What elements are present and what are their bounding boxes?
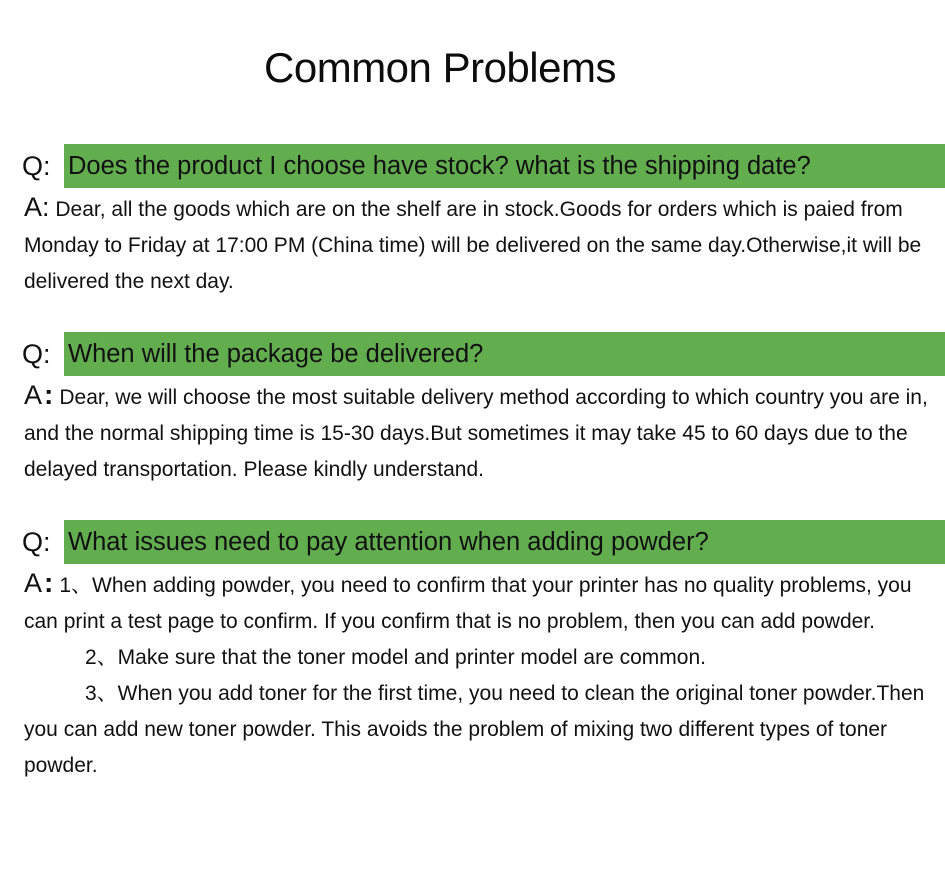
question-text: Does the product I choose have stock? what is the shipping date? xyxy=(68,151,811,180)
answer-point-2: 2、Make sure that the toner model and printer model are common. xyxy=(85,646,706,669)
page-title: Common Problems xyxy=(264,44,616,91)
faq-answer-3 xyxy=(24,565,939,784)
faq-answer-1 xyxy=(24,189,939,300)
answer-point-3 xyxy=(24,676,939,784)
faq-question-2 xyxy=(22,332,945,376)
answer-text: Dear, we will choose the most suitable delivery method according to which country you are in, and the normal shipping time is 15-30 days.But sometimes it may take 45 to 60 days due to the delayed transportation. Please kindly understand. xyxy=(24,386,928,481)
answer-prefix: A xyxy=(24,380,43,410)
answer-colon: : xyxy=(44,567,54,598)
question-text: What issues need to pay attention when adding powder? xyxy=(68,527,709,556)
answer-colon: : xyxy=(44,379,54,410)
question-text: When will the package be delivered? xyxy=(68,339,484,368)
faq-question-1 xyxy=(22,144,945,188)
question-prefix: Q: xyxy=(22,526,51,557)
answer-prefix: A: xyxy=(24,192,50,222)
question-prefix: Q: xyxy=(22,338,51,369)
answer-prefix: A xyxy=(24,568,43,598)
question-prefix: Q: xyxy=(22,150,51,181)
faq-answer-2 xyxy=(24,377,939,488)
faq-question-3 xyxy=(22,520,945,564)
answer-point-3-text: 3、When you add toner for the first time, you need to clean the original toner powder.Then you can add new toner powder. This avoids the problem of mixing two different types of toner powder. xyxy=(24,682,925,777)
answer-text: Dear, all the goods which are on the shelf are in stock.Goods for orders which is paied from Monday to Friday at 17:00 PM (China time) will be delivered on the same day.Otherwise,it will be delivered the next day. xyxy=(24,198,922,293)
answer-point-1: 1、When adding powder, you need to confirm that your printer has no quality problems, you can print a test page to confirm. If you confirm that is no problem, then you can add powder. xyxy=(24,574,912,633)
